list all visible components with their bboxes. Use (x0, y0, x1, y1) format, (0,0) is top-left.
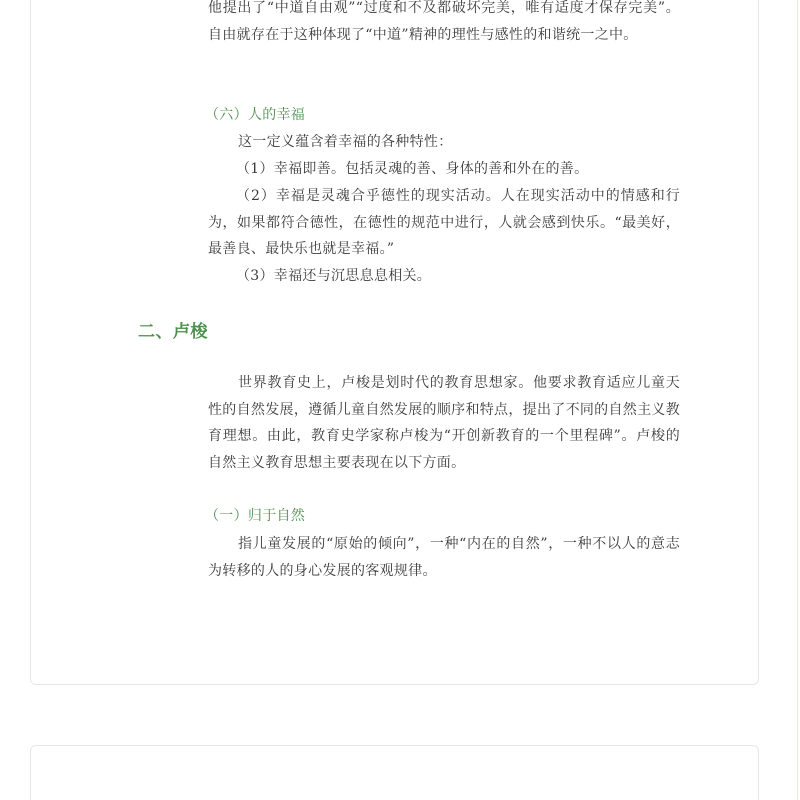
happiness-item-3: （3）幸福还与沉思息息相关。 (236, 268, 432, 284)
subsection-heading-nature: （一）归于自然 (205, 508, 306, 524)
happiness-item-2: （2）幸福是灵魂合乎德性的现实活动。人在现实活动中的情感和行为，如果都符合德性，在德性的规范中进行，人就会感到快乐。“最美好，最善良、最快乐也就是幸福。” (208, 188, 680, 258)
happiness-lead: 这一定义蕴含着幸福的各种特性： (238, 134, 453, 150)
nature-paragraph: 指儿童发展的“原始的倾向”，一种“内在的自然”，一种不以人的意志为转移的人的身心发展的客观规律。 (208, 536, 680, 579)
next-document-page (30, 745, 759, 800)
rousseau-paragraph: 世界教育史上，卢梭是划时代的教育思想家。他要求教育适应儿童天性的自然发展，遵循儿童自然发展的顺序和特点，提出了不同的自然主义教育理想。由此，教育史学家称卢梭为“开创新教育的一个里程碑”。卢梭的自然主义教育思想主要表现在以下方面。 (208, 375, 680, 472)
intro-paragraph: 他提出了“中道自由观”“过度和不及都破坏完美，唯有适度才保存完美”。自由就存在于这种体现了“中道”精神的理性与感性的和谐统一之中。 (208, 0, 680, 43)
subsection-heading-happiness: （六）人的幸福 (205, 107, 306, 123)
section-title-rousseau: 二、卢梭 (138, 322, 208, 342)
page-edge-rule (797, 0, 798, 800)
happiness-item-1: （1）幸福即善。包括灵魂的善、身体的善和外在的善。 (236, 161, 589, 177)
